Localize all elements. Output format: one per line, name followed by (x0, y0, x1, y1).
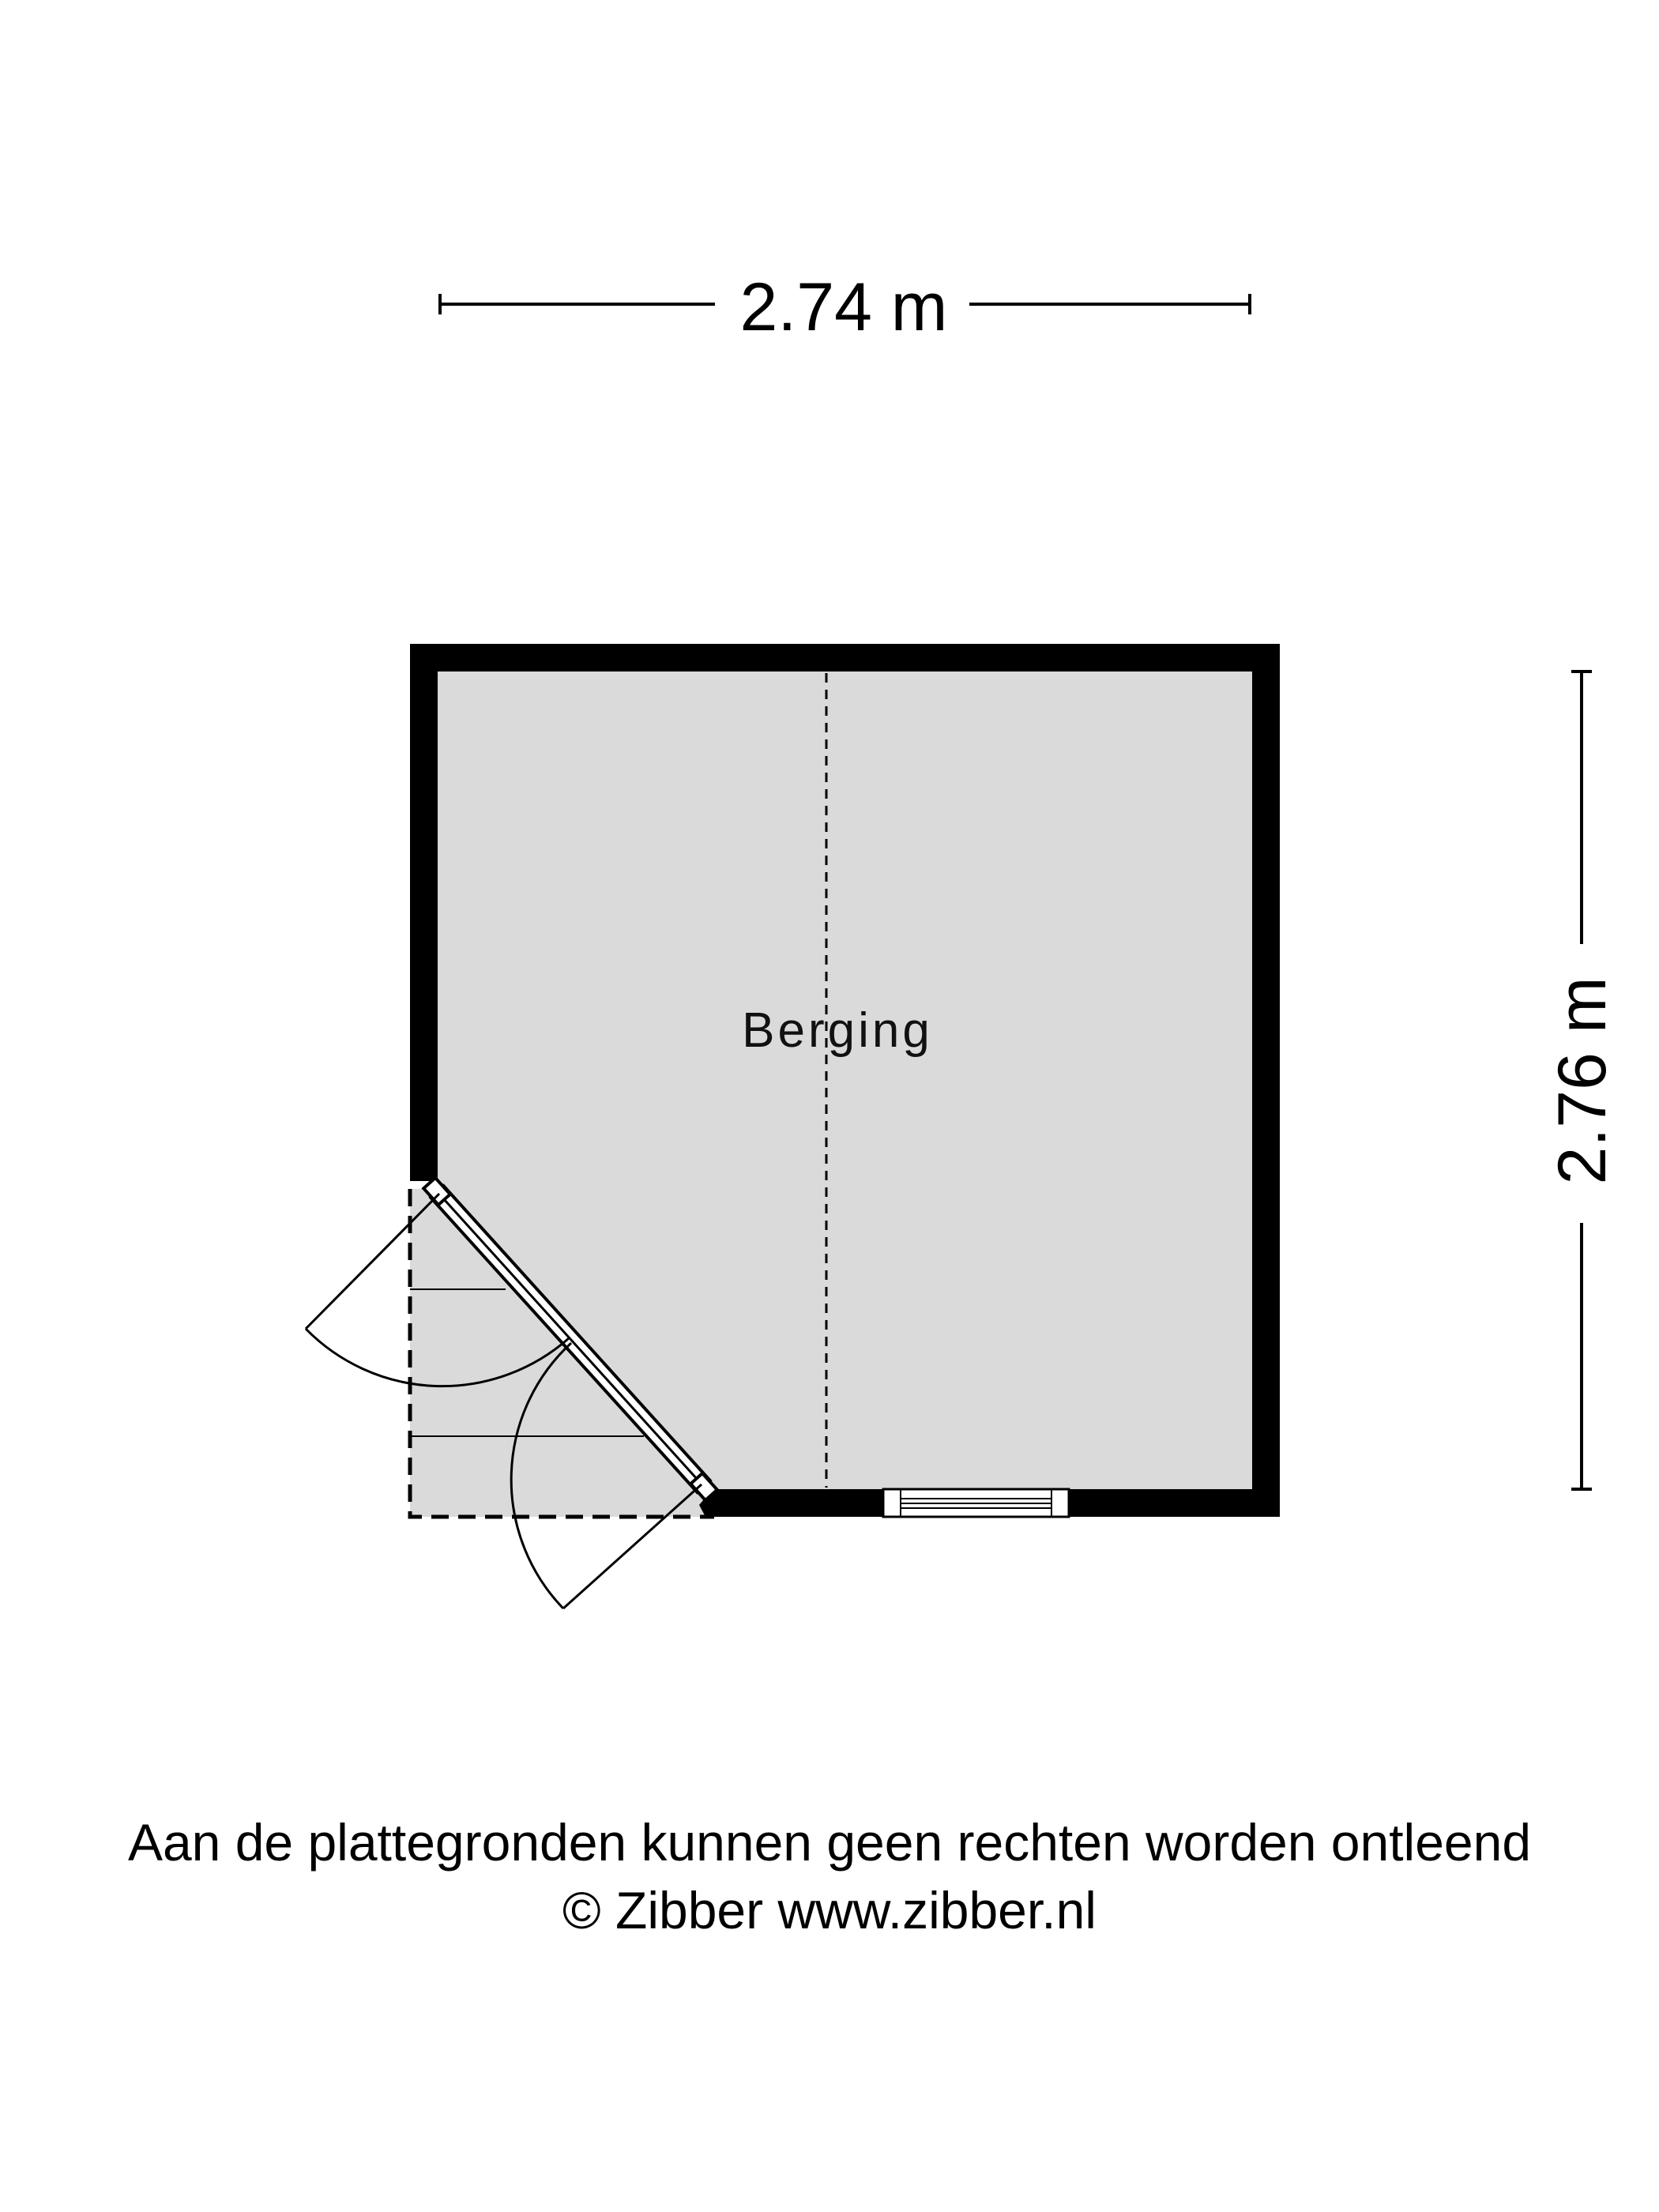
footer-copyright: © Zibber www.zibber.nl (562, 1881, 1097, 1939)
height-dimension-label: 2.76 m (1544, 976, 1620, 1185)
wall-top (410, 644, 1280, 672)
footer-disclaimer: Aan de plattegronden kunnen geen rechten worden ontleend (127, 1813, 1532, 1872)
width-dimension-label: 2.74 m (739, 269, 948, 345)
width-dimension (440, 269, 1250, 345)
room-label-berging: Berging (742, 1003, 933, 1058)
window-bottom (883, 1489, 1069, 1517)
wall-right (1252, 644, 1280, 1517)
wall-bottom-right (1069, 1489, 1280, 1517)
wall-left (410, 644, 438, 1181)
wall-bottom-left (699, 1489, 883, 1517)
height-dimension (1544, 672, 1620, 1489)
